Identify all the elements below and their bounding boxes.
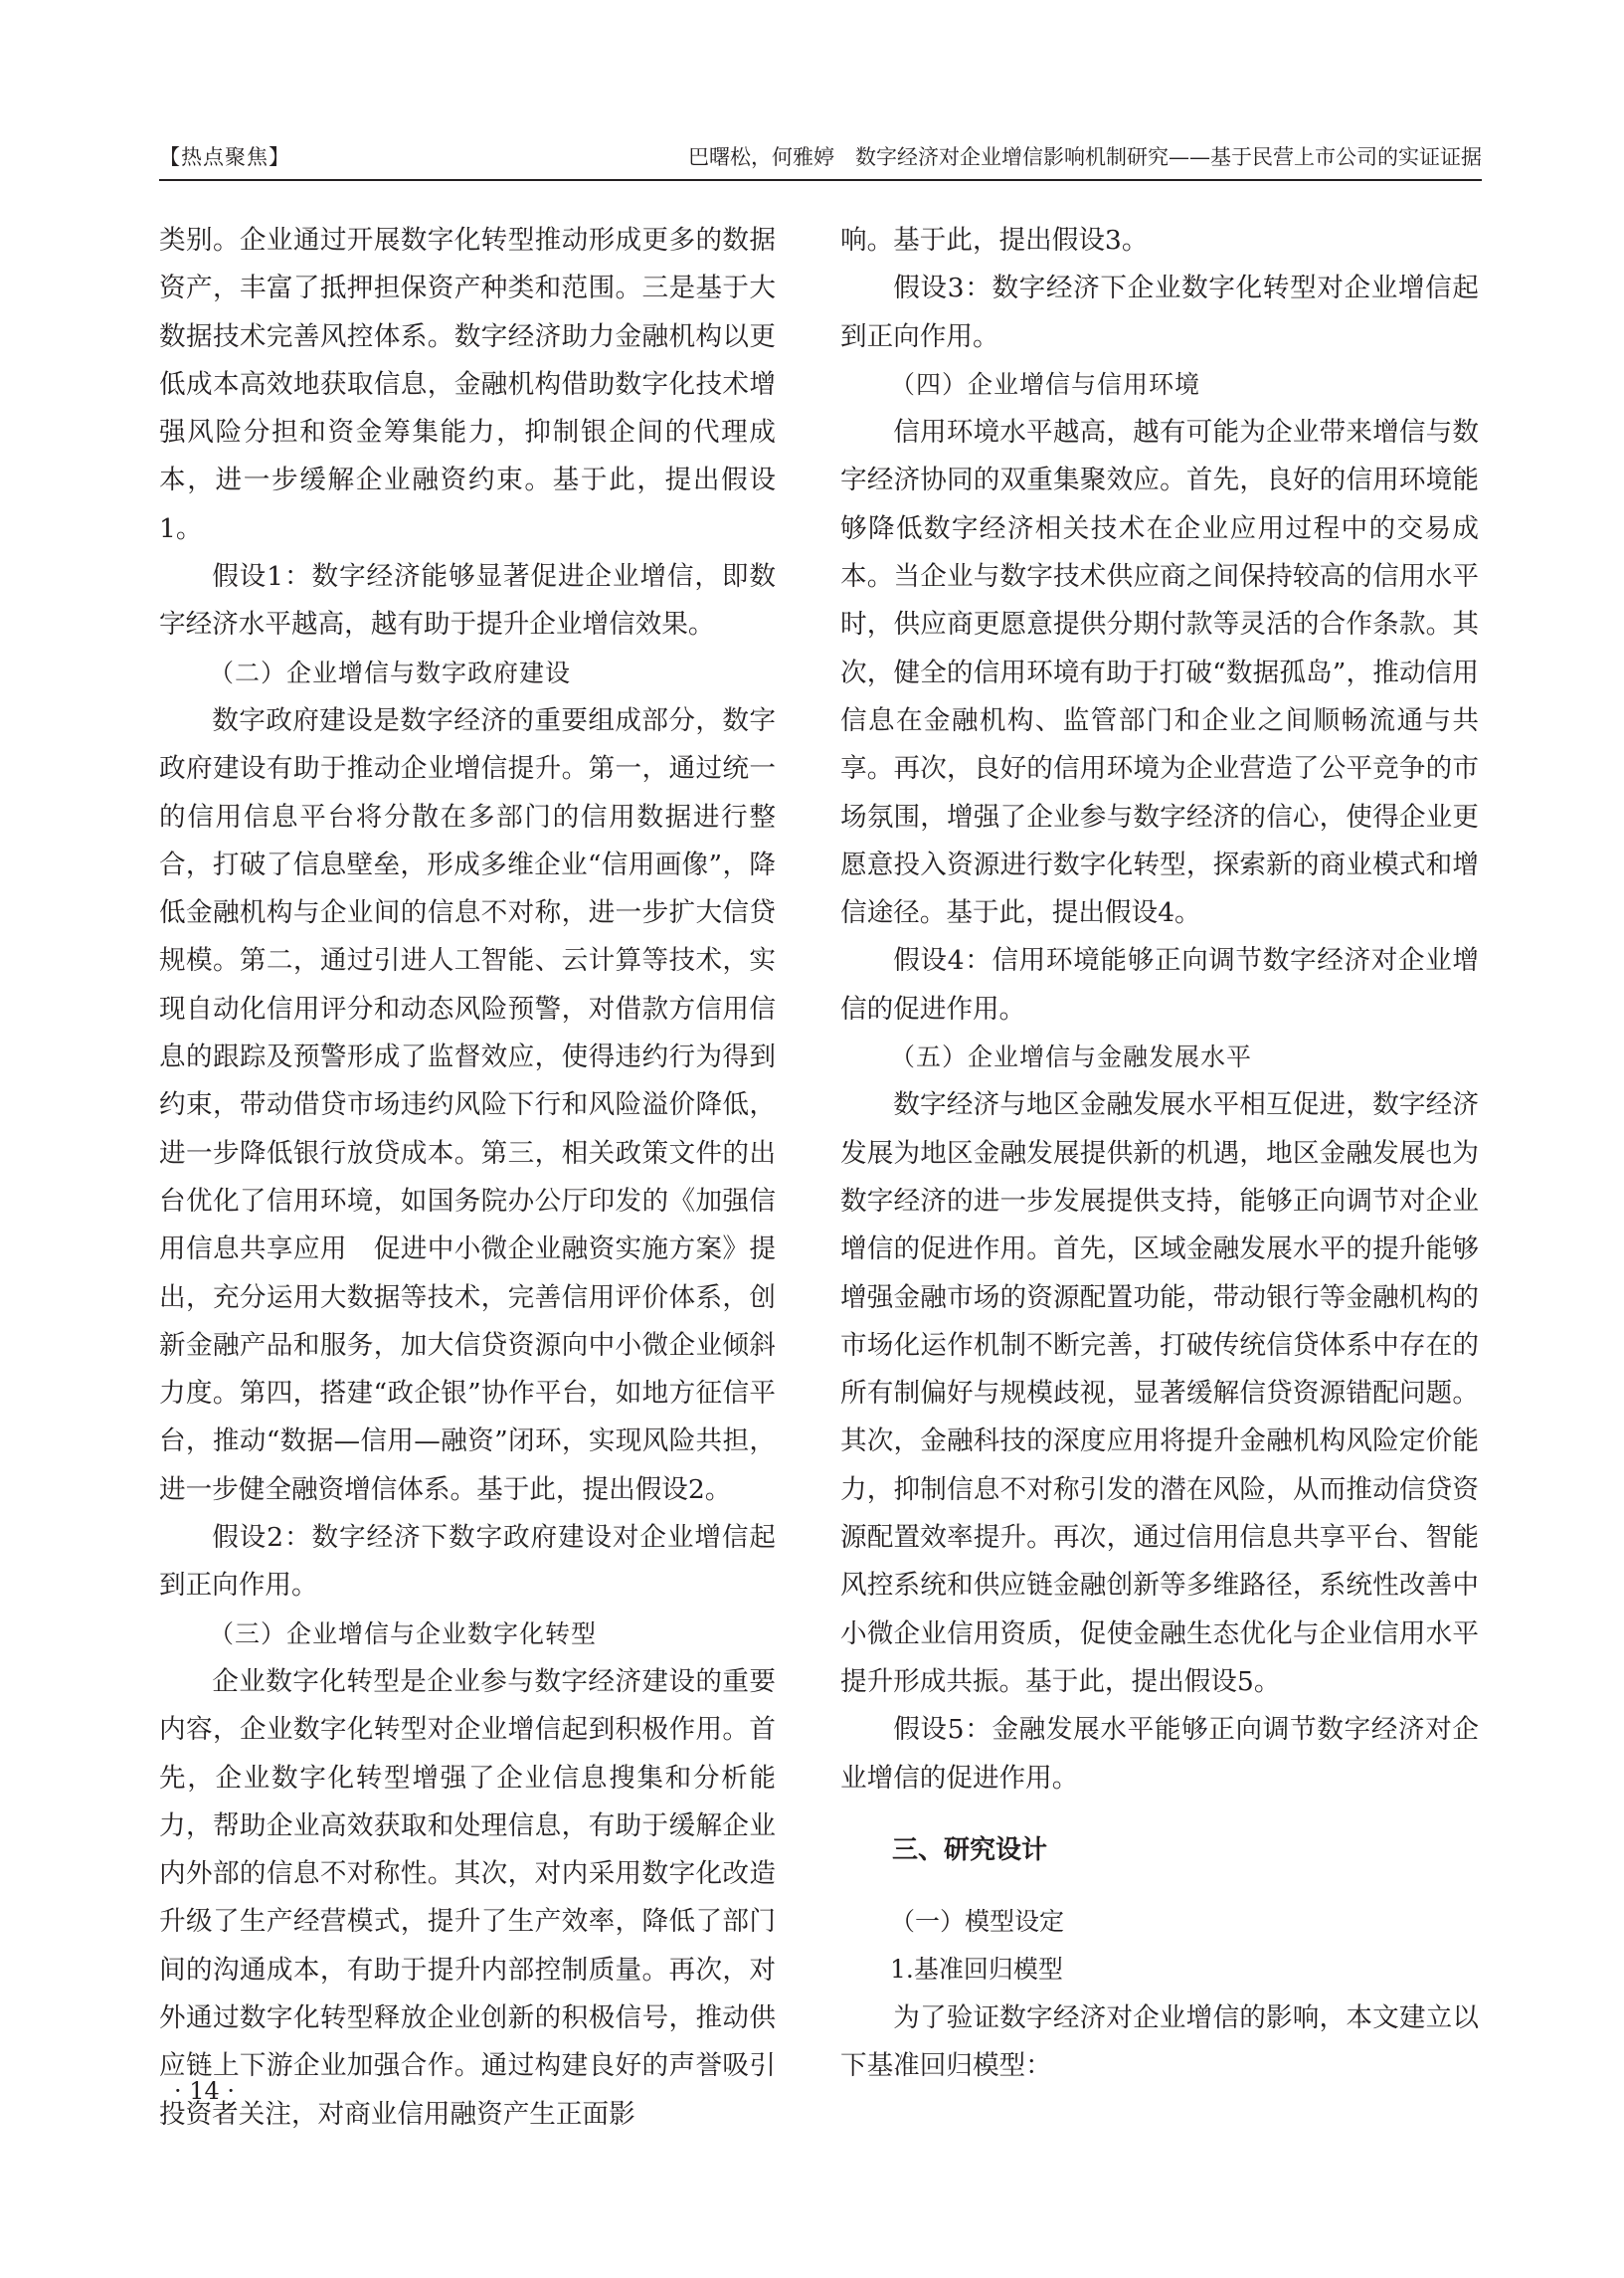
hypothesis-1: 假设1：数字经济能够显著促进企业增信，即数字经济水平越高，越有助于提升企业增信效果。 [159, 561, 776, 641]
page-number: · 14 · [174, 2077, 236, 2105]
header-rule [159, 179, 1482, 181]
paragraph: 信用环境水平越高，越有可能为企业带来增信与数字经济协同的双重集聚效应。首先，良好的信用环境能够降低数字经济相关技术在企业应用过程中的交易成本。当企业与数字技术供应商之间保持较高的信用水平时，供应商更愿意提供分期付款等灵活的合作条款。其次，健全的信用环境有助于打破“数据孤岛”，推动信用信息在金融机构、监管部门和企业之间顺畅流通与共享。再次，良好的信用环境为企业营造了公平竞争的市场氛围，增强了企业参与数字经济的信心，使得企业更愿意投入资源进行数字化转型，探索新的商业模式和增信途径。基于此，提出假设4。 [840, 417, 1479, 929]
header-section-tag: 【热点聚焦】 [159, 145, 290, 169]
subsubsection-heading-baseline: 1.基准回归模型 [890, 1955, 1063, 1985]
paragraph: 类别。企业通过开展数字化转型推动形成更多的数据资产，丰富了抵押担保资产种类和范围。三是基于大数据技术完善风控体系。数字经济助力金融机构以更低成本高效地获取信息，金融机构借助数字化技术增强风险分担和资金筹集能力，抑制银企间的代理成本，进一步缓解企业融资约束。基于此，提出假设1。 [159, 225, 776, 544]
subsection-heading-4: （四）企业增信与信用环境 [890, 369, 1201, 399]
hypothesis-4: 假设4：信用环境能够正向调节数字经济对企业增信的促进作用。 [840, 945, 1479, 1025]
header-article-title: 巴曙松，何雅婷 数字经济对企业增信影响机制研究——基于民营上市公司的实证证据 [688, 145, 1482, 169]
section-heading-3: 三、研究设计 [892, 1834, 1048, 1865]
subsection-heading-3: （三）企业增信与企业数字化转型 [209, 1618, 598, 1648]
hypothesis-2: 假设2：数字经济下数字政府建设对企业增信起到正向作用。 [159, 1522, 776, 1602]
subsection-heading-5: （五）企业增信与金融发展水平 [890, 1043, 1253, 1072]
hypothesis-5: 假设5：金融发展水平能够正向调节数字经济对企业增信的促进作用。 [840, 1714, 1479, 1794]
subsection-heading-2: （二）企业增信与数字政府建设 [209, 658, 572, 687]
left-column [159, 217, 776, 2139]
right-column [840, 217, 1479, 2090]
paragraph: 企业数字化转型是企业参与数字经济建设的重要内容，企业数字化转型对企业增信起到积极作用。首先，企业数字化转型增强了企业信息搜集和分析能力，帮助企业高效获取和处理信息，有助于缓解企业内外部的信息不对称性。其次，对内采用数字化改造升级了生产经营模式，提升了生产效率，降低了部门间的沟通成本，有助于提升内部控制质量。再次，对外通过数字化转型释放企业创新的积极信号，推动供应链上下游企业加强合作。通过构建良好的声誉吸引投资者关注，对商业信用融资产生正面影 [159, 1665, 776, 2130]
paragraph: 数字经济与地区金融发展水平相互促进，数字经济发展为地区金融发展提供新的机遇，地区金融发展也为数字经济的进一步发展提供支持，能够正向调节对企业增信的促进作用。首先，区域金融发展水平的提升能够增强金融市场的资源配置功能，带动银行等金融机构的市场化运作机制不断完善，打破传统信贷体系中存在的所有制偏好与规模歧视，显著缓解信贷资源错配问题。其次，金融科技的深度应用将提升金融机构风险定价能力，抑制信息不对称引发的潜在风险，从而推动信贷资源配置效率提升。再次，通过信用信息共享平台、智能风控系统和供应链金融创新等多维路径，系统性改善中小微企业信用资质，促使金融生态优化与企业信用水平提升形成共振。基于此，提出假设5。 [840, 1089, 1479, 1697]
paragraph: 为了验证数字经济对企业增信的影响，本文建立以下基准回归模型： [840, 2001, 1479, 2081]
paragraph: 响。基于此，提出假设3。 [840, 225, 1149, 256]
hypothesis-3: 假设3：数字经济下企业数字化转型对企业增信起到正向作用。 [840, 273, 1479, 352]
paragraph: 数字政府建设是数字经济的重要组成部分，数字政府建设有助于推动企业增信提升。第一，通过统一的信用信息平台将分散在多部门的信用数据进行整合，打破了信息壁垒，形成多维企业“信用画像”，降低金融机构与企业间的信息不对称，进一步扩大信贷规模。第二，通过引进人工智能、云计算等技术，实现自动化信用评分和动态风险预警，对借款方信用信息的跟踪及预警形成了监督效应，使得违约行为得到约束，带动借贷市场违约风险下行和风险溢价降低，进一步降低银行放贷成本。第三，相关政策文件的出台优化了信用环境，如国务院办公厅印发的《加强信用信息共享应用 促进中小微企业融资实施方案》提出，充分运用大数据等技术，完善信用评价体系，创新金融产品和服务，加大信贷资源向中小微企业倾斜力度。第四，搭建“政企银”协作平台，如地方征信平台，推动“数据—信用—融资”闭环，实现风险共担，进一步健全融资增信体系。基于此，提出假设2。 [159, 704, 776, 1505]
subsection-heading-model: （一）模型设定 [890, 1907, 1065, 1937]
running-header [159, 141, 1482, 171]
